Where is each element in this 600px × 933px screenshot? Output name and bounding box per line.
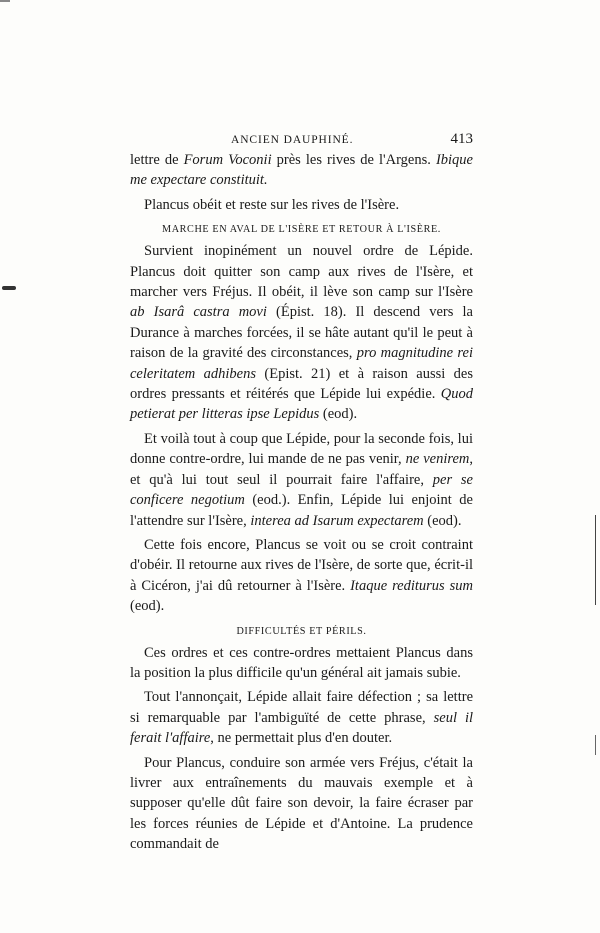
paragraph: Plancus obéit et reste sur les rives de l'Isère.: [144, 196, 400, 213]
margin-rule: [595, 515, 597, 605]
section-heading: DIFFICULTÉS ET PÉRILS.: [236, 625, 367, 637]
page-number: 413: [450, 131, 473, 147]
paragraph: Pour Plancus, conduire son armée vers Fréjus, c'était la livrer aux entraînements du mauvais exemple et à supposer qu'elle dût faire son devoir, la faire écraser par les forces réunies de Lépide et d'Antoine. La prudence commandait de: [130, 754, 473, 853]
paragraph: Ces ordres et ces contre-ordres mettaient Plancus dans la position la plus difficile qu'un général ait jamais subie.: [130, 644, 473, 681]
paragraph: Tout l'annonçait, Lépide allait faire défection ; sa lettre si remarquable par l'ambiguïté de cette phrase, seul il ferait l'affaire, ne permettait plus d'en douter.: [130, 689, 473, 747]
margin-rule: [595, 735, 597, 755]
margin-mark: [2, 286, 16, 290]
paragraph: Et voilà tout à coup que Lépide, pour la seconde fois, lui donne contre-ordre, lui mande de ne pas venir, ne venirem, et qu'à lui tout seul il pourrait faire l'affaire, per se conficere negotium (eod.). Enfin, Lépide lui enjoint de l'attendre sur l'Isère, interea ad Isarum expectarem (eod).: [130, 430, 473, 529]
scan-artifact: [0, 0, 10, 2]
paragraph: Survient inopinément un nouvel ordre de Lépide. Plancus doit quitter son camp aux rives de l'Isère, et marcher vers Fréjus. Il obéit, il lève son camp sur l'Isère ab Isarâ castra movi (Épist. 18). Il descend vers la Durance à marches forcées, il se hâte autant qu'il le peut à raison de la gravité des circonstances, pro magnitudine rei celeritatem adhibens (Epist. 21) et à raison aussi des ordres pressants et réitérés que Lépide lui expédie. Quod petierat per litteras ipse Lepidus (eod).: [130, 243, 473, 423]
paragraph: lettre de Forum Voconii près les rives de l'Argens. Ibique me expectare constituit.: [130, 152, 473, 189]
running-title: ANCIEN DAUPHINÉ.: [231, 134, 354, 146]
section-heading: MARCHE EN AVAL DE L'ISÈRE ET RETOUR À L'ISÈRE.: [162, 224, 441, 236]
paragraph: Cette fois encore, Plancus se voit ou se croit contraint d'obéir. Il retourne aux rives de l'Isère, de sorte que, écrit-il à Cicéron, j'ai dû retourner à l'Isère. Itaque rediturus sum (eod).: [130, 536, 473, 615]
page-body: [130, 150, 473, 855]
